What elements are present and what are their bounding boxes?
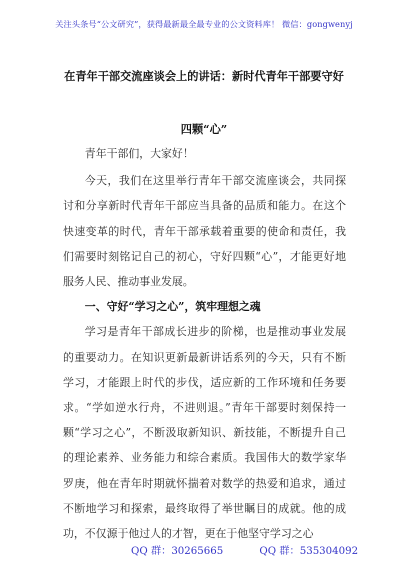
footer-contact xyxy=(131,542,358,557)
greeting-paragraph: 青年干部们，大家好！ xyxy=(84,147,194,160)
body-paragraph: 学习是青年干部成长进步的阶梯，也是推动事业发展的重要动力。在知识更新最新讲话系列的今天，只有不断学习，才能跟上时代的步伐，适应新的工作环境和任务要求。“学如逆水行舟，不进则退。”青年干部要时刻保持一颗“学习之心”，不断汲取新知识、新技能，不断提升自己的理论素养、业务能力和综合素质。我国伟大的数学家华罗庚，他在青年时期就怀揣着对数学的热爱和追求，通过不断地学习和探索，最终取得了举世瞩目的成就。他的成功，不仅源于他过人的才智，更在于他坚守学习之心 xyxy=(63,325,346,541)
document-subtitle: 四颗“心” xyxy=(180,122,228,136)
header-banner: 关注头条号“公文研究”，获得最新最全最专业的公文资料库！ 微信：gongwenyj xyxy=(55,19,353,29)
qq-group-2: QQ 群：535304092 xyxy=(259,546,359,557)
document-body xyxy=(63,141,346,546)
body-paragraph: 今天，我们在这里举行青年干部交流座谈会，共同探讨和分享新时代青年干部应当具备的品质和能力。在这个快速变革的时代，青年干部承载着重要的使命和责任，我们需要时刻铭记自己的初心，守好四颗“心”，才能更好地服务人民、推动事业发展。 xyxy=(63,174,346,289)
document-title: 在青年干部交流座谈会上的讲话：新时代青年干部要守好 xyxy=(64,69,344,83)
qq-group-1: QQ 群：30265665 xyxy=(131,546,224,557)
section-heading: 一、守好“学习之心”，筑牢理想之魂 xyxy=(84,300,261,314)
